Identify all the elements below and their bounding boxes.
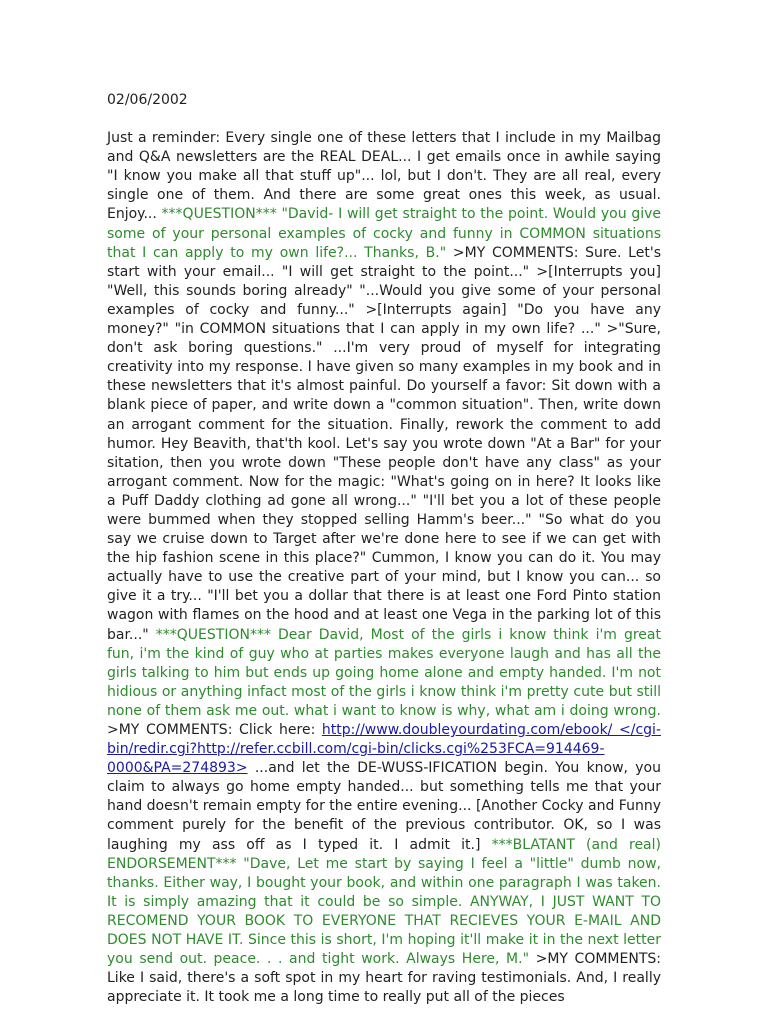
endorsement-text: ***BLATANT (and real) ENDORSEMENT*** "Dave, Let me start by saying I feel a "little" dumb now, thanks. Either way, I bought your book, and within one paragraph I was taken. It is simply amazing that it could be so simple. ANYWAY, I JUST WANT TO RECOMEND YOUR BOOK TO EVERYONE THAT RECIEVES YOUR E-MAIL AND DOES NOT HAVE IT. Since this is short, I'm hoping it'll make it in the next letter you send out. peace. . . and tight work. Always Here, M." [107,836,661,968]
question-2-text: ***QUESTION*** Dear David, Most of the girls i know think i'm great fun, i'm the kind of guy who at parties makes everyone laugh and has all the girls talking to him but ends up going home alone and empty handed. I'm not hidious or anything infact most of the girls i know think i'm pretty cute but still none of them ask me out. what i want to know is why, what am i doing wrong. [107,626,661,719]
comments-2-lead-text: >MY COMMENTS: Click here: [107,722,322,738]
document-body [107,129,661,1007]
comments-3-text: >MY COMMENTS: Like I said, there's a soft spot in my heart for raving testimonials. And, I really appreciate it. It took me a long time to really put all of the pieces [107,951,661,1006]
question-1-text: ***QUESTION*** "David- I will get straight to the point. Would you give some of your personal examples of cocky and funny in COMMON situations that I can apply to my own life?... Thanks, B." [107,206,661,261]
document-date: 02/06/2002 [107,92,188,108]
intro-text: Just a reminder: Every single one of these letters that I include in my Mailbag and Q&A newsletters are the REAL DEAL... I get emails once in awhile saying "I know you make all that stuff up"... lol, but I don't. They are all real, every single one of them. And there are some great ones this week, as usual. Enjoy... [107,130,661,223]
ebook-link[interactable]: http://www.doubleyourdating.com/ebook/ </cgi-bin/redir.cgi?http://refer.ccbill.com/cgi-bin/clicks.cgi%253FCA=914469-0000&PA=274893> [107,722,661,777]
comments-1-text: >MY COMMENTS: Sure. Let's start with your email... "I will get straight to the point..." >[Interrupts you] "Well, this sounds boring already" "...Would you give some of your personal examples of cocky and funny..." >[Interrupts again] "Do you have any money?" "in COMMON situations that I can apply in my own life? ..." >"Sure, don't ask boring questions." ...I'm very proud of myself for integrating creativity into my response. I have given so many examples in my book and in these newsletters that it's almost painful. Do yourself a favor: Sit down with a blank piece of paper, and write down a "common situation". Then, write down an arrogant comment for the situation. Finally, rework the comment to add humor. Hey Beavith, that'th kool. Let's say you wrote down "At a Bar" for your sitation, then you wrote down "These people don't have any class" as your arrogant comment. Now for the magic: "What's going on in here? It looks like a Puff Daddy clothing ad gone all wrong..." "I'll bet you a lot of these people were bummed when they stopped selling Hamm's beer..." "So what do you say we cruise down to Target after we're done here to see if we can get with the hip fashion scene in this place?" Cummon, I know you can do it. You may actually have to use the creative part of your mind, but I know you can... so give it a try... "I'll bet you a dollar that there is at least one Ford Pinto station wagon with flames on the hood and at least one Vega in the parking lot of this bar..." [107,244,661,643]
document-page [107,91,661,1007]
comments-2-text: ...and let the DE-WUSS-IFICATION begin. You know, you claim to always go home empty handed... but something tells me that your hand doesn't remain empty for the entire evening... [Another Cocky and Funny comment purely for the benefit of the previous contributor. OK, so I was laughing my ass off as I typed it. I admit it.] [107,760,661,853]
